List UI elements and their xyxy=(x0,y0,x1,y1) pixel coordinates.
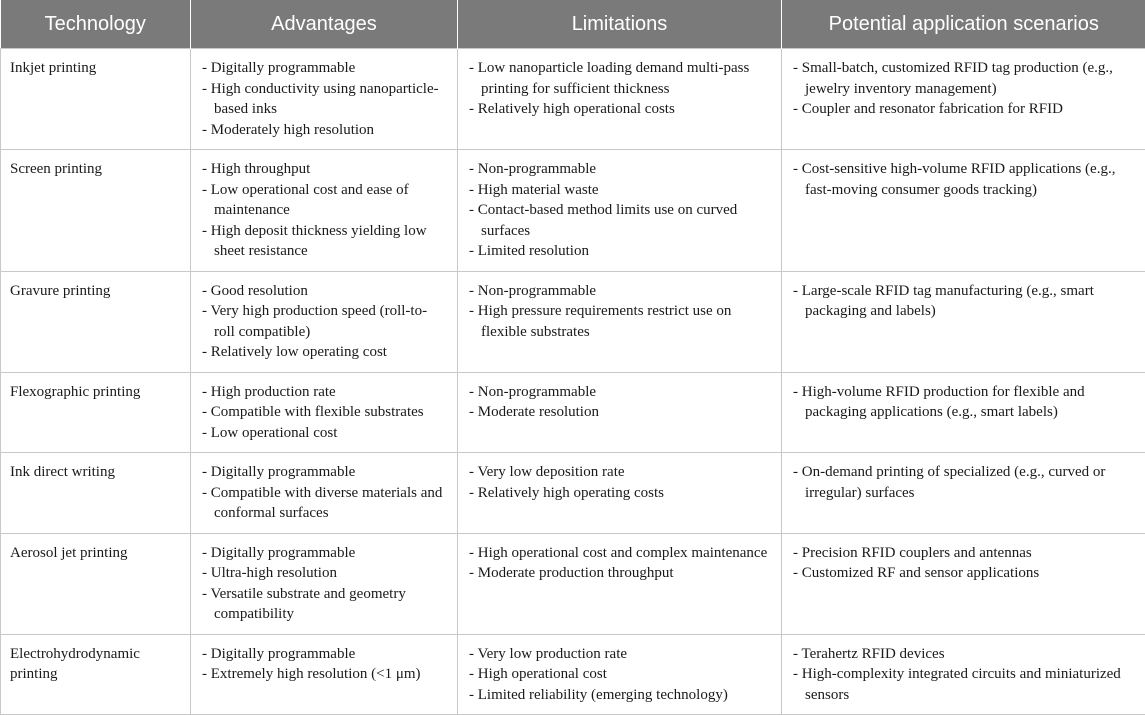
limitations-cell xyxy=(458,49,782,150)
limitations-cell xyxy=(458,453,782,534)
applications-item: - Coupler and resonator fabrication for RFID xyxy=(793,99,1135,120)
limitations-item: - Very low production rate xyxy=(469,644,771,665)
advantages-item: - High deposit thickness yielding low sheet resistance xyxy=(202,221,447,262)
advantages-item: - High production rate xyxy=(202,382,447,403)
applications-item: - Small-batch, customized RFID tag production (e.g., jewelry inventory management) xyxy=(793,58,1135,99)
advantages-item: - High throughput xyxy=(202,159,447,180)
limitations-item: - High material waste xyxy=(469,180,771,201)
header-applications: Potential application scenarios xyxy=(782,0,1145,49)
advantages-cell xyxy=(191,372,458,453)
applications-cell xyxy=(782,271,1145,372)
limitations-item: - Relatively high operating costs xyxy=(469,483,771,504)
limitations-cell xyxy=(458,634,782,715)
technology-cell: Inkjet printing xyxy=(1,49,191,150)
technology-cell: Flexographic printing xyxy=(1,372,191,453)
table-row xyxy=(1,150,1145,272)
advantages-item: - Ultra-high resolution xyxy=(202,563,447,584)
advantages-item: - Digitally programmable xyxy=(202,543,447,564)
applications-cell xyxy=(782,634,1145,715)
advantages-item: - Low operational cost and ease of maintenance xyxy=(202,180,447,221)
applications-cell xyxy=(782,453,1145,534)
limitations-cell xyxy=(458,372,782,453)
limitations-item: - High operational cost xyxy=(469,664,771,685)
limitations-item: - Limited resolution xyxy=(469,241,771,262)
advantages-item: - High conductivity using nanoparticle-based inks xyxy=(202,79,447,120)
limitations-item: - High operational cost and complex maintenance xyxy=(469,543,771,564)
applications-item: - High-volume RFID production for flexible and packaging applications (e.g., smart labels) xyxy=(793,382,1135,423)
advantages-item: - Digitally programmable xyxy=(202,58,447,79)
header-row xyxy=(1,0,1145,49)
advantages-item: - Good resolution xyxy=(202,281,447,302)
limitations-item: - Non-programmable xyxy=(469,159,771,180)
technology-cell: Gravure printing xyxy=(1,271,191,372)
limitations-item: - Relatively high operational costs xyxy=(469,99,771,120)
applications-item: - Customized RF and sensor applications xyxy=(793,563,1135,584)
applications-item: - Large-scale RFID tag manufacturing (e.g., smart packaging and labels) xyxy=(793,281,1135,322)
advantages-item: - Relatively low operating cost xyxy=(202,342,447,363)
advantages-item: - Digitally programmable xyxy=(202,644,447,665)
limitations-item: - Very low deposition rate xyxy=(469,462,771,483)
applications-cell xyxy=(782,49,1145,150)
advantages-cell xyxy=(191,453,458,534)
applications-item: - Precision RFID couplers and antennas xyxy=(793,543,1135,564)
applications-item: - On-demand printing of specialized (e.g., curved or irregular) surfaces xyxy=(793,462,1135,503)
advantages-item: - Moderately high resolution xyxy=(202,120,447,141)
advantages-item: - Compatible with flexible substrates xyxy=(202,402,447,423)
limitations-item: - Contact-based method limits use on curved surfaces xyxy=(469,200,771,241)
header-advantages: Advantages xyxy=(191,0,458,49)
applications-item: - High-complexity integrated circuits and miniaturized sensors xyxy=(793,664,1135,705)
advantages-item: - Versatile substrate and geometry compatibility xyxy=(202,584,447,625)
applications-cell xyxy=(782,533,1145,634)
limitations-item: - Non-programmable xyxy=(469,382,771,403)
advantages-cell xyxy=(191,533,458,634)
header-technology: Technology xyxy=(1,0,191,49)
technology-cell: Electrohydrodynamic printing xyxy=(1,634,191,715)
limitations-cell xyxy=(458,271,782,372)
table-row xyxy=(1,271,1145,372)
advantages-cell xyxy=(191,271,458,372)
table-row xyxy=(1,49,1145,150)
advantages-cell xyxy=(191,634,458,715)
table-row xyxy=(1,453,1145,534)
technology-cell: Aerosol jet printing xyxy=(1,533,191,634)
technology-cell: Ink direct writing xyxy=(1,453,191,534)
advantages-cell xyxy=(191,49,458,150)
limitations-item: - Moderate production throughput xyxy=(469,563,771,584)
limitations-item: - Limited reliability (emerging technology) xyxy=(469,685,771,706)
table-row xyxy=(1,372,1145,453)
advantages-cell xyxy=(191,150,458,272)
advantages-item: - Extremely high resolution (<1 μm) xyxy=(202,664,447,685)
limitations-cell xyxy=(458,533,782,634)
technology-cell: Screen printing xyxy=(1,150,191,272)
limitations-item: - High pressure requirements restrict use on flexible substrates xyxy=(469,301,771,342)
table-row xyxy=(1,634,1145,715)
applications-cell xyxy=(782,372,1145,453)
applications-cell xyxy=(782,150,1145,272)
table-row xyxy=(1,533,1145,634)
applications-item: - Terahertz RFID devices xyxy=(793,644,1135,665)
limitations-cell xyxy=(458,150,782,272)
advantages-item: - Compatible with diverse materials and conformal surfaces xyxy=(202,483,447,524)
limitations-item: - Moderate resolution xyxy=(469,402,771,423)
header-limitations: Limitations xyxy=(458,0,782,49)
applications-item: - Cost-sensitive high-volume RFID applications (e.g., fast-moving consumer goods tracking) xyxy=(793,159,1135,200)
limitations-item: - Low nanoparticle loading demand multi-pass printing for sufficient thickness xyxy=(469,58,771,99)
advantages-item: - Low operational cost xyxy=(202,423,447,444)
limitations-item: - Non-programmable xyxy=(469,281,771,302)
advantages-item: - Digitally programmable xyxy=(202,462,447,483)
advantages-item: - Very high production speed (roll-to-roll compatible) xyxy=(202,301,447,342)
